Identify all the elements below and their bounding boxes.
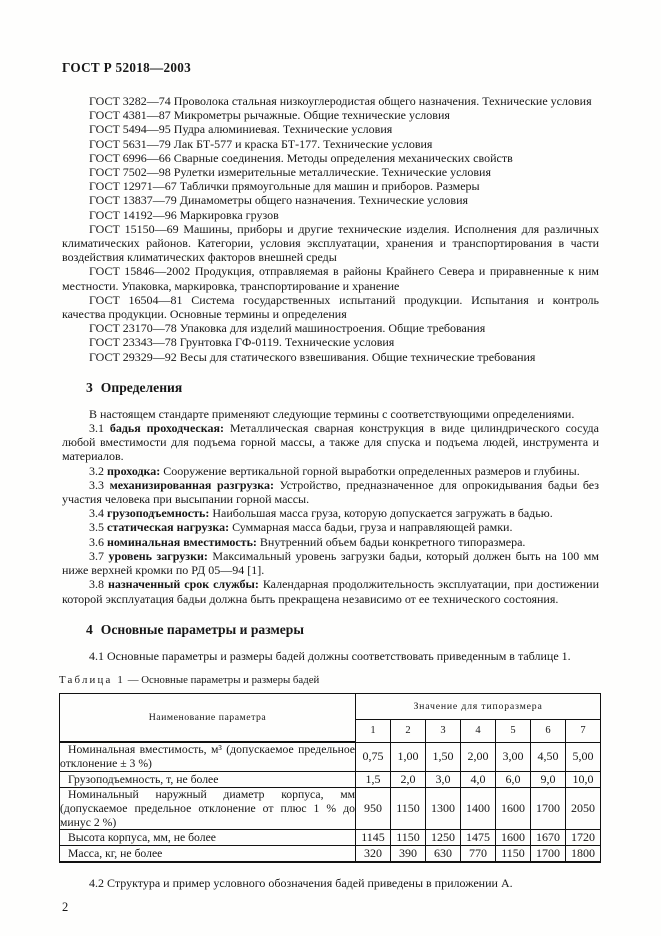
parameter-label-cell: Масса, кг, не более [60, 846, 356, 863]
table-caption-title: Основные параметры и размеры бадей [141, 673, 320, 686]
reference-item: ГОСТ 15150—69 Машины, приборы и другие технические изделия. Исполнения для различных климатических районов. Категории, условия эксплуатации, хранения и транспортирования в части воздействия климатических факторов внешней среды [62, 221, 599, 265]
value-cell: 1250 [426, 830, 461, 846]
table-caption-dash: — [127, 673, 139, 686]
value-cell: 320 [356, 846, 391, 863]
definition-term: грузоподъемность: [107, 506, 210, 521]
clause-4-1: 4.1 Основные параметры и размеры бадей должны соответствовать приведенным в таблице 1. [89, 648, 571, 663]
table-row [60, 846, 601, 863]
reference-item: ГОСТ 3282—74 Проволока стальная низкоуглеродистая общего назначения. Технические условия [89, 94, 592, 108]
definition-number: 3.7 [89, 548, 104, 563]
section-3-title: Определения [100, 379, 183, 395]
reference-item: ГОСТ 4381—87 Микрометры рычажные. Общие технические условия [89, 108, 450, 123]
size-column-header: 7 [566, 719, 601, 742]
reference-item: ГОСТ 5631—79 Лак БТ-577 и краска БТ-177. Технические условия [89, 136, 433, 151]
definition-item [62, 506, 599, 520]
value-cell: 1800 [566, 846, 601, 863]
value-cell: 1,50 [426, 742, 461, 771]
page-number: 2 [62, 899, 69, 914]
definition-text: Суммарная масса бадьи, груза и направляющей рамки. [232, 520, 513, 535]
value-cell: 2,00 [461, 742, 496, 771]
reference-item: ГОСТ 7502—98 Рулетки измерительные металлические. Технические условия [89, 165, 491, 180]
references-list [62, 94, 599, 364]
value-cell: 9,0 [531, 772, 566, 788]
clause-4-2: 4.2 Структура и пример условного обозначения бадей приведены в приложении А. [89, 876, 513, 891]
parameters-table [59, 693, 601, 863]
definition-number: 3.1 [89, 421, 104, 436]
value-cell: 1150 [391, 788, 426, 830]
definition-term: статическая нагрузка: [107, 520, 230, 535]
value-cell: 2,0 [391, 772, 426, 788]
table-row [60, 830, 601, 846]
table-caption [59, 674, 599, 686]
reference-item: ГОСТ 14192—96 Маркировка грузов [89, 207, 279, 222]
value-cell: 630 [426, 846, 461, 863]
section-3-number: 3 [86, 379, 93, 395]
definition-item [62, 421, 599, 464]
reference-item: ГОСТ 23343—78 Грунтовка ГФ-0119. Технические условия [89, 335, 395, 350]
value-cell: 1720 [566, 830, 601, 846]
reference-item: ГОСТ 29329—92 Весы для статического взвешивания. Общие технические требования [89, 349, 536, 364]
page-content [59, 60, 600, 915]
size-column-header: 1 [356, 719, 391, 742]
definition-text: Металлическая сварная конструкция в виде цилиндрического сосуда любой вместимости для подъема горной массы, а также для спуска и подъема людей, инструмента и материалов. [62, 421, 599, 464]
value-cell: 10,0 [566, 772, 601, 788]
parameter-name-header: Наименование параметра [60, 693, 356, 742]
definition-item [62, 535, 599, 549]
size-column-header: 6 [531, 719, 566, 742]
definition-number: 3.8 [89, 577, 104, 592]
definition-term: номинальная вместимость: [107, 534, 257, 549]
value-cell: 0,75 [356, 742, 391, 771]
value-cell: 4,50 [531, 742, 566, 771]
definition-term: назначенный срок службы: [107, 577, 259, 592]
definition-term: бадья проходческая: [109, 421, 224, 436]
value-cell: 1400 [461, 788, 496, 830]
definition-number: 3.3 [89, 477, 104, 492]
section-3-heading [86, 380, 599, 396]
parameter-label-cell: Грузоподъемность, т, не более [60, 772, 356, 788]
definition-text: Календарная продолжительность эксплуатации, при достижении которой эксплуатация бадьи должна быть прекращена независимо от ее технического состояния. [62, 577, 599, 606]
reference-item: ГОСТ 23170—78 Упаковка для изделий машиностроения. Общие требования [89, 321, 486, 336]
definition-term: уровень загрузки: [108, 548, 208, 563]
section-4-number: 4 [86, 621, 93, 637]
reference-item: ГОСТ 6996—66 Сварные соединения. Методы определения механических свойств [89, 150, 513, 165]
value-cell: 1300 [426, 788, 461, 830]
definition-term: механизированная разгрузка: [109, 477, 274, 492]
reference-item: ГОСТ 16504—81 Система государственных испытаний продукции. Испытания и контроль качества продукции. Основные термины и определения [62, 292, 599, 322]
value-cell: 1670 [531, 830, 566, 846]
section-4-heading [86, 622, 599, 638]
definition-item [62, 520, 599, 534]
definition-text: Максимальный уровень загрузки бадьи, который должен быть на 100 мм ниже верхней кромки по РД 05—94 [1]. [62, 548, 599, 578]
value-cell: 1,00 [391, 742, 426, 771]
reference-item: ГОСТ 15846—2002 Продукция, отправляемая в районы Крайнего Севера и приравненные к ним местности. Упаковка, маркировка, транспортирование и хранение [62, 264, 599, 293]
value-cell: 1700 [531, 846, 566, 863]
definition-item [62, 549, 599, 577]
section-4-title: Основные параметры и размеры [100, 621, 304, 637]
definition-item [62, 577, 599, 605]
reference-item: ГОСТ 13837—79 Динамометры общего назначения. Технические условия [89, 193, 469, 208]
table-caption-label: Таблица 1 [59, 673, 125, 686]
table-row [60, 772, 601, 788]
size-column-header: 5 [496, 719, 531, 742]
table-row [60, 742, 601, 771]
size-column-header: 4 [461, 719, 496, 742]
value-cell: 1150 [391, 830, 426, 846]
definition-number: 3.2 [89, 463, 104, 478]
definitions-list [62, 421, 599, 606]
definition-number: 3.4 [89, 506, 104, 521]
table-row [60, 788, 601, 830]
value-cell: 3,0 [426, 772, 461, 788]
parameter-label-cell: Высота корпуса, мм, не более [60, 830, 356, 846]
definition-text: Сооружение вертикальной горной выработки определенных размеров и глубины. [163, 463, 580, 478]
value-cell: 1600 [496, 788, 531, 830]
value-cell: 390 [391, 846, 426, 863]
definition-item [62, 478, 599, 506]
size-column-header: 3 [426, 719, 461, 742]
value-cell: 6,0 [496, 772, 531, 788]
document-code: ГОСТ Р 52018—2003 [62, 60, 192, 75]
definition-term: проходка: [107, 463, 161, 478]
value-cell: 1475 [461, 830, 496, 846]
value-cell: 3,00 [496, 742, 531, 771]
value-cell: 1600 [496, 830, 531, 846]
definition-number: 3.5 [89, 520, 104, 535]
parameter-label-cell: Номинальный наружный диаметр корпуса, мм (допускаемое предельное отклонение от плюс 1 % до минус 2 %) [60, 788, 355, 829]
value-cell: 1,5 [356, 772, 391, 788]
parameter-label-cell: Номинальная вместимость, м³ (допускаемое предельное отклонение ± 3 %) [60, 743, 355, 771]
value-cell: 1145 [356, 830, 391, 846]
table-header-row [60, 693, 601, 719]
section-3-intro: В настоящем стандарте применяют следующие термины с соответствующими определениями. [89, 406, 575, 421]
value-cell: 1700 [531, 788, 566, 830]
value-cell: 770 [461, 846, 496, 863]
reference-item: ГОСТ 5494—95 Пудра алюминиевая. Технические условия [89, 122, 393, 137]
definition-item [62, 464, 599, 478]
value-cell: 2050 [566, 788, 601, 830]
size-group-header: Значение для типоразмера [356, 693, 601, 719]
value-cell: 4,0 [461, 772, 496, 788]
reference-item: ГОСТ 12971—67 Таблички прямоугольные для машин и приборов. Размеры [89, 179, 480, 194]
definition-text: Устройство, предназначенное для опрокидывания бадьи без участия человека при высыпании горной массы. [62, 477, 600, 507]
value-cell: 1150 [496, 846, 531, 863]
size-column-header: 2 [391, 719, 426, 742]
definition-text: Наибольшая масса груза, которую допускается загружать в бадью. [212, 506, 553, 521]
definition-number: 3.6 [89, 534, 104, 549]
value-cell: 950 [356, 788, 391, 830]
definition-text: Внутренний объем бадьи конкретного типоразмера. [259, 534, 526, 549]
value-cell: 5,00 [566, 742, 601, 771]
